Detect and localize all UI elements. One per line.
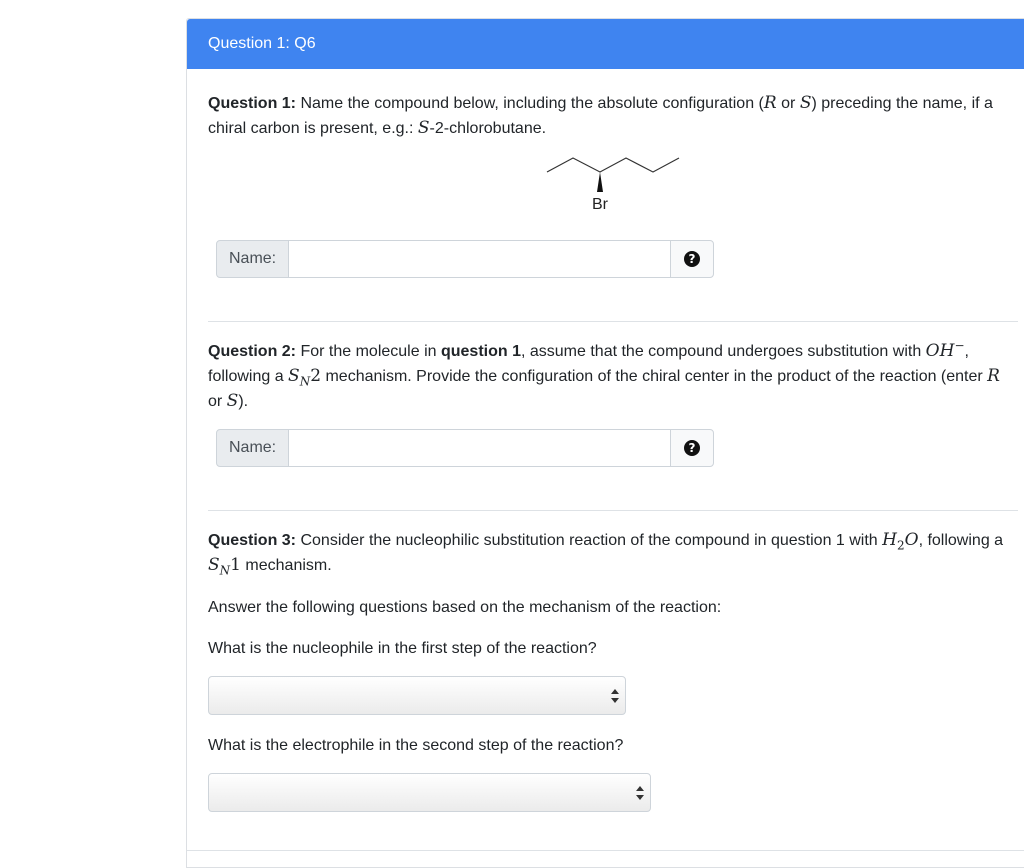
q3-text-c: mechanism. [240, 557, 332, 574]
q1-name-input[interactable] [289, 240, 670, 278]
q3-sn-S: S [208, 555, 220, 575]
question-circle-icon: ? [684, 440, 700, 456]
divider-1 [208, 321, 1018, 322]
q1-help-button[interactable] [670, 240, 714, 278]
question-card [186, 18, 1024, 868]
q3-electrophile-select[interactable] [208, 773, 651, 812]
q2-sn2 [288, 366, 322, 389]
question-circle-icon: ? [684, 251, 700, 267]
q1-S: S [799, 93, 812, 113]
q2-R: R [987, 366, 1000, 386]
q3-water-2: 2 [896, 538, 905, 553]
carbon-chain [547, 158, 679, 172]
question-2-text [208, 339, 1018, 414]
q3-water [882, 530, 919, 553]
q2-text-c: , following a [208, 343, 969, 385]
q3-text-b: , following a [918, 532, 1004, 549]
q2-sn-num: 2 [310, 366, 322, 386]
q3-text-a: Consider the nucleophilic substitution reaction of the compound in question 1 with [296, 532, 883, 549]
divider-bottom [187, 850, 1024, 851]
q1-text-b: ) preceding the name, if a chiral carbon is present, e.g.: [208, 95, 993, 137]
updown-arrows-icon [635, 785, 645, 801]
q1-or: or [776, 95, 800, 112]
q2-sn-S: S [288, 366, 300, 386]
bromine-label: Br [592, 196, 608, 213]
q1-answer-group [216, 240, 714, 278]
q1-name-label: Name: [216, 240, 289, 278]
q3-water-O: O [904, 530, 919, 550]
q1-example-rest: -2-chlorobutane. [429, 120, 547, 137]
question-2-label: Question 2: [208, 343, 297, 360]
q3-sub-question-1: What is the nucleophile in the first step of the reaction? [208, 640, 597, 657]
q2-sn-N: N [299, 374, 311, 389]
q2-text-e: ). [238, 393, 249, 410]
q1-text-a: Name the compound below, including the absolute configuration ( [296, 95, 764, 112]
q1-example-S: S [417, 118, 430, 138]
question-3-label: Question 3: [208, 532, 297, 549]
q2-bold-ref: question 1 [440, 343, 521, 360]
q3-nucleophile-select[interactable] [208, 676, 626, 715]
q2-help-button[interactable] [670, 429, 714, 467]
question-1-label: Question 1: [208, 95, 297, 112]
molecule-structure [545, 154, 685, 216]
q3-sub-question-2: What is the electrophile in the second step of the reaction? [208, 737, 624, 754]
q3-sn-num: 1 [230, 555, 241, 575]
q2-or: or [208, 393, 227, 410]
q2-name-input[interactable] [289, 429, 670, 467]
wedge-bond [597, 172, 603, 192]
q2-name-label: Name: [216, 429, 289, 467]
q3-instruction: Answer the following questions based on the mechanism of the reaction: [208, 599, 722, 616]
q1-R: R [763, 93, 777, 113]
card-header: Question 1: Q6 [187, 19, 1024, 69]
q2-text-b: , assume that the compound undergoes substitution with [520, 343, 926, 360]
q3-sn1 [208, 555, 241, 578]
divider-2 [208, 510, 1018, 511]
updown-arrows-icon [610, 688, 620, 704]
q2-hydroxide [925, 338, 965, 361]
question-1-text [208, 91, 1018, 141]
q2-nuc-sup: − [954, 338, 965, 353]
q3-water-H: H [882, 530, 897, 550]
q2-text-d: mechanism. Provide the configuration of the chiral center in the product of the reaction (enter [321, 368, 988, 385]
q2-text-a: For the molecule in [296, 343, 441, 360]
question-3-text [208, 528, 1018, 578]
q2-answer-group [216, 429, 714, 467]
q3-sn-N: N [219, 563, 231, 578]
q2-nuc: OH [925, 341, 955, 361]
q2-S: S [226, 391, 239, 411]
